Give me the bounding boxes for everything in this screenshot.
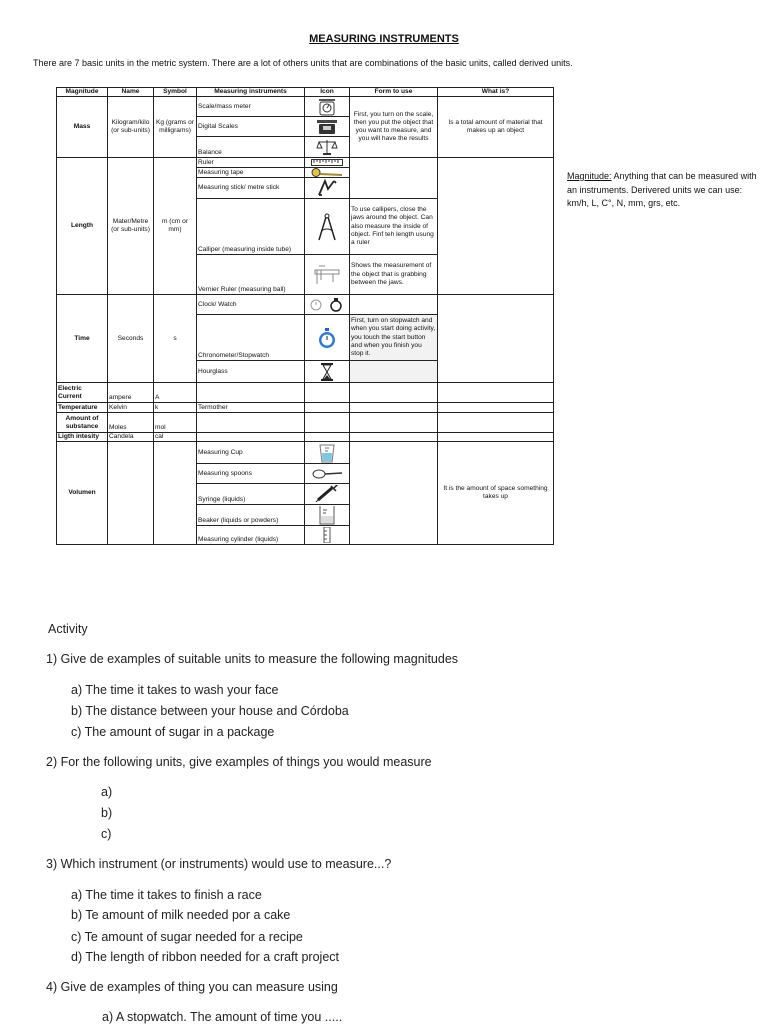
temperature-name: Kelvin: [108, 403, 154, 413]
question-2-item-b: b): [101, 806, 113, 820]
current-name: ampere: [108, 383, 154, 403]
mass-form: First, you turn on the scale, then you put the object that you want to measure, and you will have the results: [350, 97, 438, 158]
temperature-icon-empty: [305, 403, 350, 413]
header-name: Name: [108, 88, 154, 97]
question-2-item-c: c): [101, 827, 112, 841]
length-instrument-stick: Measuring stick/ metre stick: [197, 178, 305, 199]
question-1-item-c: c) The amount of sugar in a package: [71, 725, 275, 739]
metre-stick-icon: [305, 178, 350, 199]
time-what-empty: [438, 295, 554, 383]
volume-instrument-cylinder: Measuring cylinder (liquids): [197, 526, 305, 545]
temperature-symbol: k: [154, 403, 197, 413]
mass-instrument-balance: Balance: [197, 137, 305, 158]
current-symbol: A: [154, 383, 197, 403]
time-instrument-hourglass: Hourglass: [197, 361, 305, 383]
question-2-item-a: a): [101, 785, 113, 799]
stopwatch-icon: [305, 315, 350, 361]
length-instrument-ruler: Ruler: [197, 158, 305, 168]
header-icon: Icon: [305, 88, 350, 97]
volume-symbol-empty: [154, 442, 197, 545]
mass-symbol: Kg (grams or milligrams): [154, 97, 197, 158]
current-instrument-empty: [197, 383, 305, 403]
scale-icon: [305, 97, 350, 117]
question-3-item-c: c) Te amount of sugar needed for a recipe: [71, 930, 303, 944]
time-instrument-clock: Clock/ Watch: [197, 295, 305, 315]
table-row: [57, 158, 554, 168]
time-symbol: s: [154, 295, 197, 383]
tape-icon: [305, 168, 350, 178]
ruler-icon: [305, 158, 350, 168]
question-2: 2) For the following units, give examples of things you would measure: [46, 755, 432, 769]
light-icon-empty: [305, 433, 350, 442]
time-magnitude: Time: [57, 295, 108, 383]
clock-icon: [305, 295, 350, 315]
temperature-what-empty: [438, 403, 554, 413]
spoon-icon: [305, 464, 350, 484]
length-name: Mater/Metre (or sub-units): [108, 158, 154, 295]
table-header-row: [57, 88, 554, 97]
substance-instrument-empty: [197, 413, 305, 433]
current-form-empty: [350, 383, 438, 403]
substance-name: Moles: [108, 413, 154, 433]
mass-what: Is a total amount of material that makes up an object: [438, 97, 554, 158]
instruments-table: [56, 87, 554, 545]
table-row: [57, 383, 554, 403]
question-1-item-b: b) The distance between your house and Córdoba: [71, 704, 349, 718]
header-symbol: Symbol: [154, 88, 197, 97]
table-row: [57, 442, 554, 464]
substance-icon-empty: [305, 413, 350, 433]
length-symbol: m (cm or mm): [154, 158, 197, 295]
measuring-cup-icon: [305, 442, 350, 464]
substance-magnitude: Amount of substance: [57, 413, 108, 433]
table-row: [57, 295, 554, 315]
volume-form-empty: [350, 442, 438, 545]
mass-magnitude: Mass: [57, 97, 108, 158]
volume-what: It is the amount of space something takes up: [438, 442, 554, 545]
length-instrument-vernier: Vernier Ruler (measuring ball): [197, 255, 305, 295]
current-icon-empty: [305, 383, 350, 403]
question-1-item-a: a) The time it takes to wash your face: [71, 683, 279, 697]
length-magnitude: Length: [57, 158, 108, 295]
time-name: Seconds: [108, 295, 154, 383]
temperature-form-empty: [350, 403, 438, 413]
volume-instrument-spoons: Measuring spoons: [197, 464, 305, 484]
cylinder-icon: [305, 526, 350, 545]
light-name: Candela: [108, 433, 154, 442]
beaker-icon: [305, 505, 350, 526]
syringe-icon: [305, 484, 350, 505]
page-title: MEASURING INSTRUMENTS: [309, 33, 459, 45]
balance-icon: [305, 137, 350, 158]
light-form-empty: [350, 433, 438, 442]
current-what-empty: [438, 383, 554, 403]
time-form: First, turn on stopwatch and when you start doing activity, you touch the start button and when you finish you stop it.: [350, 315, 438, 361]
header-instruments: Measuring instruments: [197, 88, 305, 97]
time-form-empty: [350, 295, 438, 315]
current-magnitude: Electric Current: [57, 383, 108, 403]
length-instrument-calliper: Calliper (measuring inside tube): [197, 199, 305, 255]
length-what-empty: [438, 158, 554, 295]
light-instrument-empty: [197, 433, 305, 442]
volume-instrument-cup: Measuring Cup: [197, 442, 305, 464]
question-3: 3) Which instrument (or instruments) would use to measure...?: [46, 857, 392, 871]
question-1: 1) Give de examples of suitable units to measure the following magnitudes: [46, 652, 459, 666]
calliper-icon: [305, 199, 350, 255]
question-3-item-d: d) The length of ribbon needed for a craft project: [71, 950, 339, 964]
length-form-empty: [350, 158, 438, 199]
light-magnitude: Ligth intesity: [57, 433, 108, 442]
table-row: [57, 413, 554, 433]
substance-what-empty: [438, 413, 554, 433]
question-4: 4) Give de examples of thing you can measure using: [46, 980, 338, 994]
volume-instrument-beaker: Beaker (liquids or powders): [197, 505, 305, 526]
mass-instrument-scale: Scale/mass meter: [197, 97, 305, 117]
header-what: What is?: [438, 88, 554, 97]
intro-text: There are 7 basic units in the metric system. There are a lot of others units that are combinations of the basic units, called derived units.: [33, 58, 573, 68]
volume-magnitude: Volumen: [57, 442, 108, 545]
question-4-item-a: a) A stopwatch. The amount of time you .....: [102, 1010, 343, 1024]
substance-symbol: mol: [154, 413, 197, 433]
table-row: [57, 433, 554, 442]
temperature-magnitude: Temperature: [57, 403, 108, 413]
table-row: [57, 97, 554, 117]
length-form-calliper: To use callipers, close the jaws around the object. Can also measure the inside of object. Finf teh length usung a ruler: [350, 199, 438, 255]
light-symbol: cal: [154, 433, 197, 442]
mass-instrument-digital: Digital Scales: [197, 117, 305, 137]
magnitude-note: [567, 170, 757, 211]
header-form: Form to use: [350, 88, 438, 97]
time-form-empty-2: [350, 361, 438, 383]
question-3-item-a: a) The time it takes to finish a race: [71, 888, 262, 902]
vernier-icon: [305, 255, 350, 295]
temperature-instrument: Termother: [197, 403, 305, 413]
hourglass-icon: [305, 361, 350, 383]
activity-heading: Activity: [48, 622, 88, 636]
header-magnitude: Magnitude: [57, 88, 108, 97]
light-what-empty: [438, 433, 554, 442]
table-row: [57, 403, 554, 413]
volume-instrument-syringe: Syringe (liquids): [197, 484, 305, 505]
time-instrument-stopwatch: Chronometer/Stopwatch: [197, 315, 305, 361]
mass-name: Kilogram/kilo (or sub-units): [108, 97, 154, 158]
question-3-item-b: b) Te amount of milk needed por a cake: [71, 908, 291, 922]
volume-name-empty: [108, 442, 154, 545]
substance-form-empty: [350, 413, 438, 433]
magnitude-term: Magnitude:: [567, 171, 612, 181]
length-form-vernier: Shows the measurement of the object that is grabbing between the jaws.: [350, 255, 438, 295]
length-instrument-tape: Measuring tape: [197, 168, 305, 178]
digital-scale-icon: [305, 117, 350, 137]
magnitude-definition: Anything that can be measured with an instruments. Derivered units we can use: km/h, L, C°, N, mm, grs, etc.: [567, 171, 757, 208]
